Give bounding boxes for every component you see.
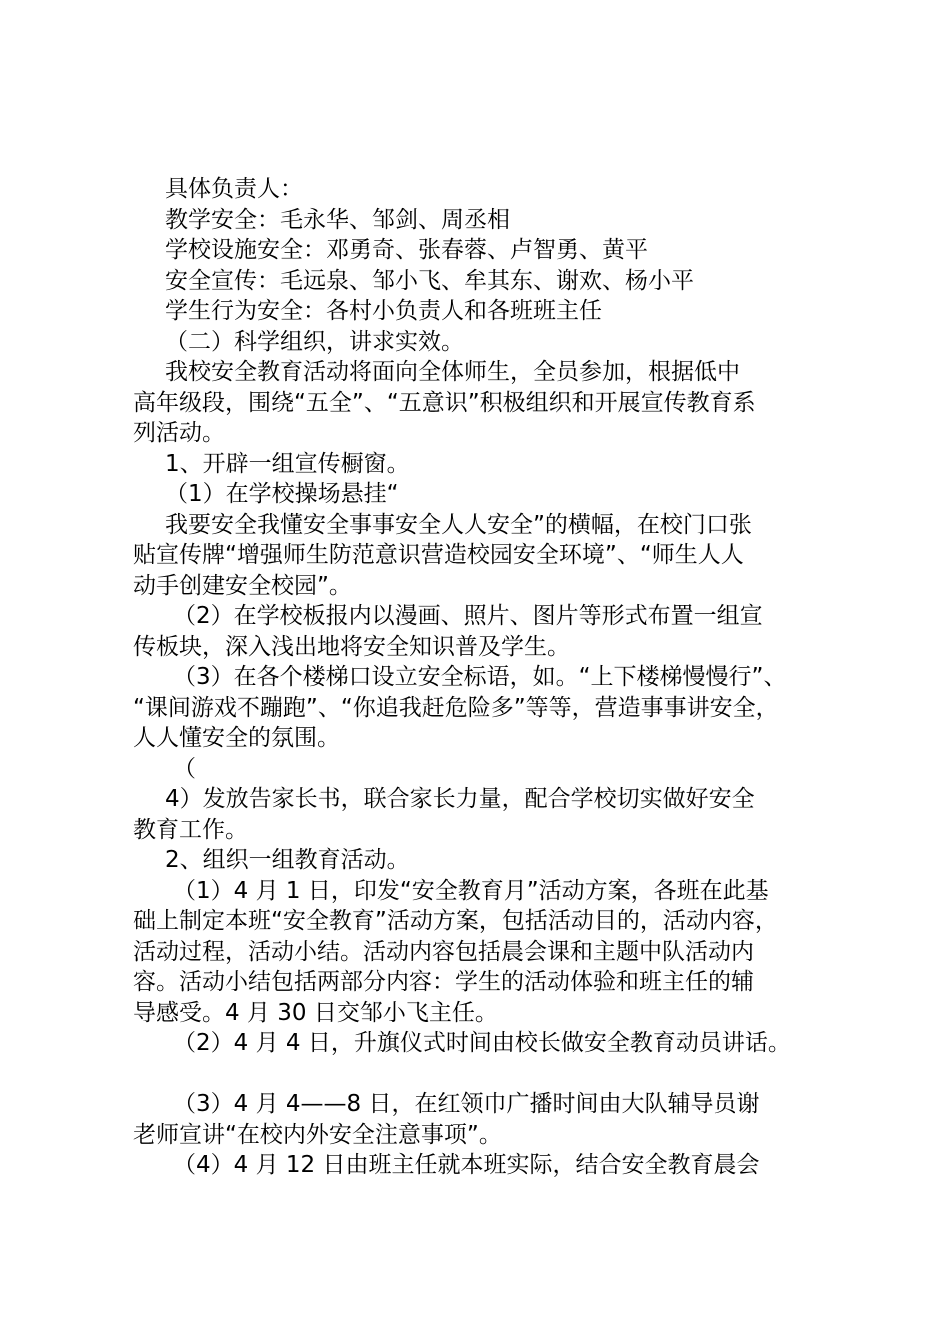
text-line: 人人懂安全的氛围。 (133, 725, 340, 751)
text-line: （4）4 月 12 日由班主任就本班实际，结合安全教育晨会 (173, 1152, 760, 1178)
document-body (133, 174, 853, 1181)
text-line: （3）4 月 4——8 日，在红领巾广播时间由大队辅导员谢 (173, 1091, 760, 1117)
text-line: 列活动。 (133, 420, 225, 446)
text-line: 具体负责人： (165, 176, 303, 202)
text-line: 导感受。4 月 30 日交邹小飞主任。 (133, 999, 498, 1026)
text-line: “课间游戏不蹦跑”、“你追我赶危险多”等等，营造事事讲安全， (133, 694, 779, 721)
text-line: 传板块，深入浅出地将安全知识普及学生。 (133, 633, 570, 660)
text-line: 活动过程，活动小结。活动内容包括晨会课和主题中队活动内 (133, 938, 754, 965)
text-line: 教学安全：毛永华、邹剑、周丞相 (165, 206, 510, 233)
text-line: （2）4 月 4 日，升旗仪式时间由校长做安全教育动员讲话。 (173, 1030, 791, 1056)
text-line: 教育工作。 (133, 816, 248, 843)
text-line: 贴宣传牌“增强师生防范意识营造校园安全环境”、“师生人人 (133, 542, 744, 568)
text-line: 高年级段，围绕“五全”、“五意识”积极组织和开展宣传教育系 (133, 389, 756, 416)
subsection-heading: 2、组织一组教育活动。 (165, 847, 410, 873)
text-line: 4）发放告家长书，联合家长力量，配合学校切实做好安全 (165, 786, 755, 812)
text-line: 学校设施安全：邓勇奇、张春蓉、卢智勇、黄平 (165, 237, 648, 263)
text-line: （ (173, 755, 196, 782)
text-line: （1）4 月 1 日，印发“安全教育月”活动方案，各班在此基 (173, 877, 769, 904)
text-line: （2）在学校板报内以漫画、照片、图片等形式布置一组宣 (173, 603, 763, 629)
text-line: （1）在学校操场悬挂“ (165, 481, 399, 507)
text-line: 老师宣讲“在校内外安全注意事项”。 (133, 1121, 502, 1148)
text-line: （3）在各个楼梯口设立安全标语，如。“上下楼梯慢慢行”、 (173, 664, 787, 690)
section-heading: （二）科学组织，讲求实效。 (165, 328, 464, 355)
text-line: 容。活动小结包括两部分内容：学生的活动体验和班主任的辅 (133, 969, 754, 995)
subsection-heading: 1、开辟一组宣传橱窗。 (165, 450, 410, 477)
text-line: 安全宣传：毛远泉、邹小飞、牟其东、谢欢、杨小平 (165, 267, 694, 294)
blank-line (133, 1059, 853, 1090)
text-line: 础上制定本班“安全教育”活动方案，包括活动目的，活动内容， (133, 908, 778, 934)
text-line: 动手创建安全校园”。 (133, 572, 352, 599)
text-line: 我要安全我懂安全事事安全人人安全”的横幅，在校门口张 (165, 511, 752, 538)
text-line: 我校安全教育活动将面向全体师生，全员参加，根据低中 (165, 359, 740, 385)
text-line: 学生行为安全：各村小负责人和各班班主任 (165, 298, 602, 324)
